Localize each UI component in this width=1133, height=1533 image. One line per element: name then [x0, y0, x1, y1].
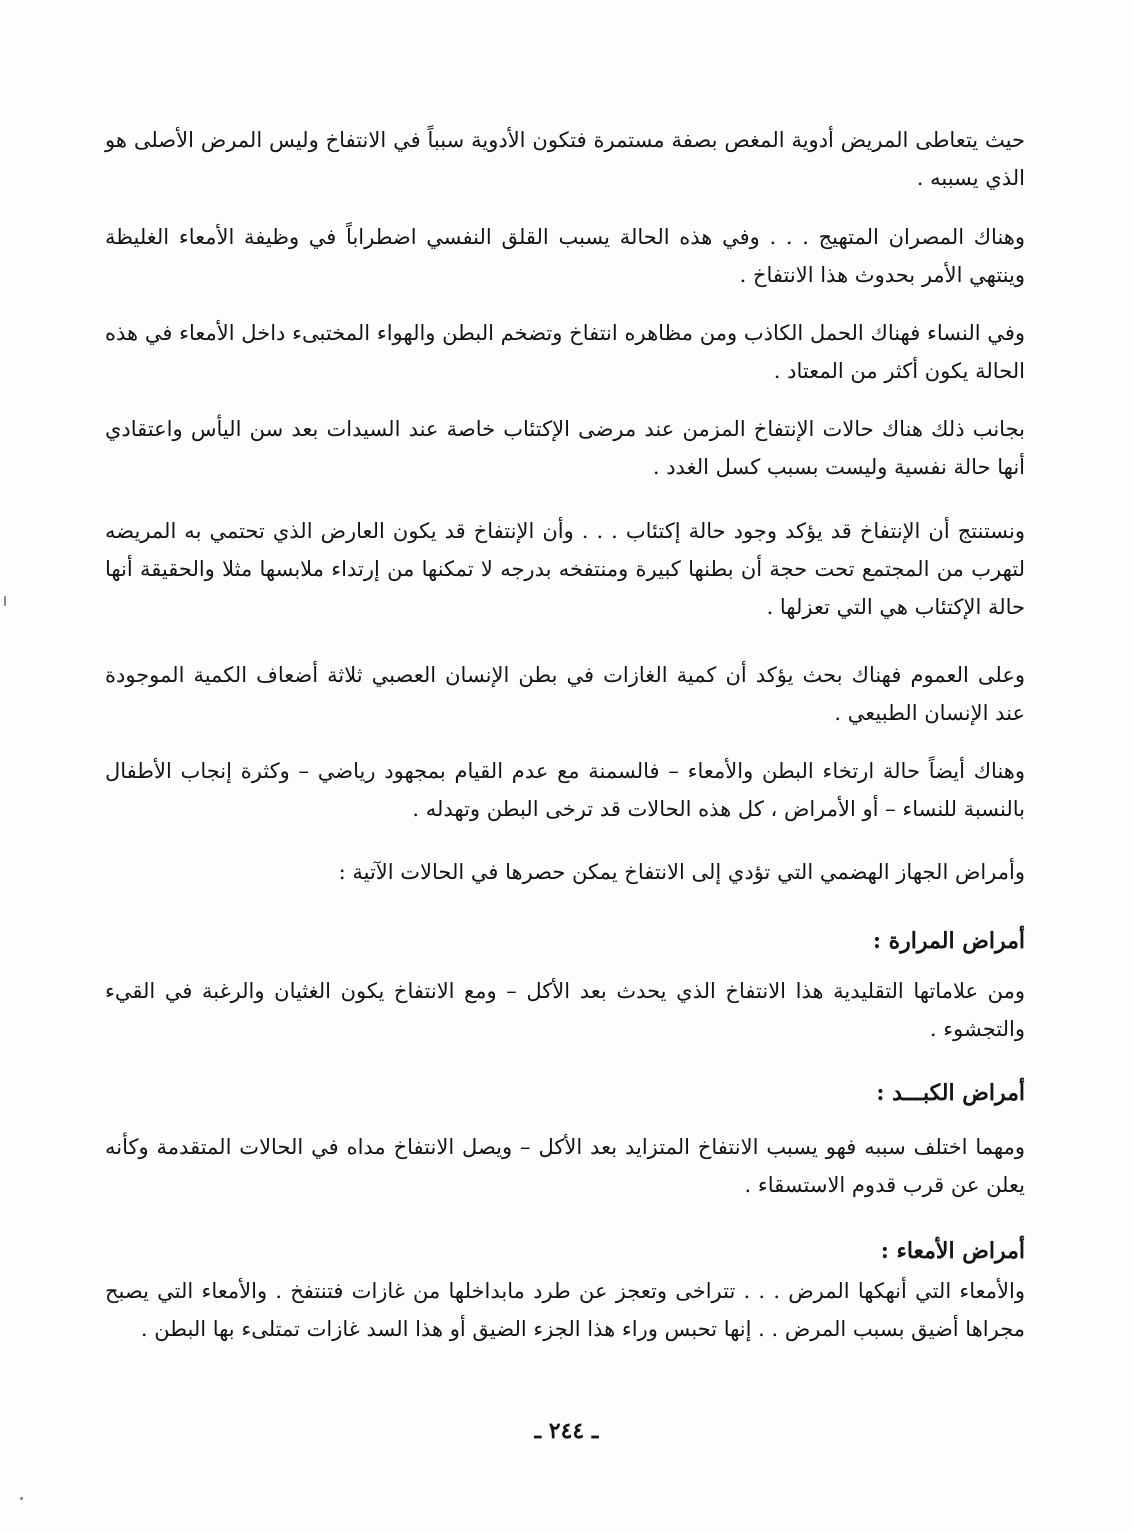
paragraph-8 [105, 853, 1025, 891]
paragraph-text: وهناك أيضاً حالة ارتخاء البطن والأمعاء – فالسمنة مع عدم القيام بمجهود رياضي – وكثرة إنجاب الأطفال بالنسبة للنساء – أو الأمراض ، كل هذه الحالات قد ترخى البطن وتهدله . [105, 759, 1025, 821]
paragraph-text: وهناك المصران المتهيج . . . وفي هذه الحالة يسبب القلق النفسي اضطراباً في وظيفة الأمعاء الغليظة وينتهي الأمر بحدوث هذا الانتفاخ . [105, 225, 1025, 287]
paragraph-text: وفي النساء فهناك الحمل الكاذب ومن مظاهره انتفاخ وتضخم البطن والهواء المختبىء داخل الأمعاء في هذه الحالة يكون أكثر من المعتاد . [105, 321, 1025, 383]
paragraph-5 [105, 512, 1025, 626]
scan-speck [20, 1497, 23, 1500]
section-heading-gallbladder: أمراض المرارة : [872, 928, 1025, 954]
page-number: ـ ٢٤٤ ـ [534, 1418, 599, 1444]
scan-speck [4, 596, 6, 606]
paragraph-text: ونستنتج أن الإنتفاخ قد يؤكد وجود حالة إكتئاب . . . وأن الإنتفاخ قد يكون العارض الذي تحتمي به المريضه لتهرب من المجتمع تحت حجة أن بطنها كبيرة ومنتفخه بدرجه لا تمكنها من إرتداء ملابسها مثلا والحقيقة أنها حالة الإكتئاب هي التي تعزلها . [105, 519, 1025, 619]
section-body-liver [105, 1128, 1025, 1204]
paragraph-1 [105, 121, 1025, 197]
paragraph-text: وعلى العموم فهناك بحث يؤكد أن كمية الغازات في بطن الإنسان العصبي ثلاثة أضعاف الكمية الموجودة عند الإنسان الطبيعي . [105, 663, 1025, 725]
section-heading-intestines: أمراض الأمعاء : [880, 1238, 1025, 1264]
paragraph-text: ومهما اختلف سببه فهو يسبب الانتفاخ المتزايد بعد الأكل – ويصل الانتفاخ مداه في الحالات المتقدمة وكأنه يعلن عن قرب قدوم الاستسقاء . [105, 1135, 1025, 1197]
paragraph-3 [105, 314, 1025, 390]
paragraph-text: ومن علاماتها التقليدية هذا الانتفاخ الذي يحدث بعد الأكل – ومع الانتفاخ يكون الغثيان والرغبة في القيء والتجشوء . [105, 979, 1025, 1041]
paragraph-text: والأمعاء التي أنهكها المرض . . . تتراخى وتعجز عن طرد مابداخلها من غازات فتنتفخ . والأمعاء التي يصبح مجراها أضيق بسبب المرض . . إنها تحبس وراء هذا الجزء الضيق أو هذا السد غازات تمتلىء بها البطن . [105, 1279, 1025, 1341]
paragraph-7 [105, 752, 1025, 828]
paragraph-text: وأمراض الجهاز الهضمي التي تؤدي إلى الانتفاخ يمكن حصرها في الحالات الآتية : [338, 860, 1025, 884]
section-heading-liver: أمراض الكبـــد : [876, 1080, 1025, 1106]
section-body-gallbladder [105, 972, 1025, 1048]
paragraph-2 [105, 218, 1025, 294]
paragraph-text: بجانب ذلك هناك حالات الإنتفاخ المزمن عند مرضى الإكتئاب خاصة عند السيدات بعد سن اليأس واعتقادي أنها حالة نفسية وليست بسبب كسل الغدد . [105, 417, 1025, 479]
paragraph-text: حيث يتعاطى المريض أدوية المغص بصفة مستمرة فتكون الأدوية سبباً في الانتفاخ وليس المرض الأصلى هو الذي يسببه . [105, 128, 1025, 190]
section-body-intestines [105, 1272, 1025, 1348]
paragraph-6 [105, 656, 1025, 732]
paragraph-4 [105, 410, 1025, 486]
